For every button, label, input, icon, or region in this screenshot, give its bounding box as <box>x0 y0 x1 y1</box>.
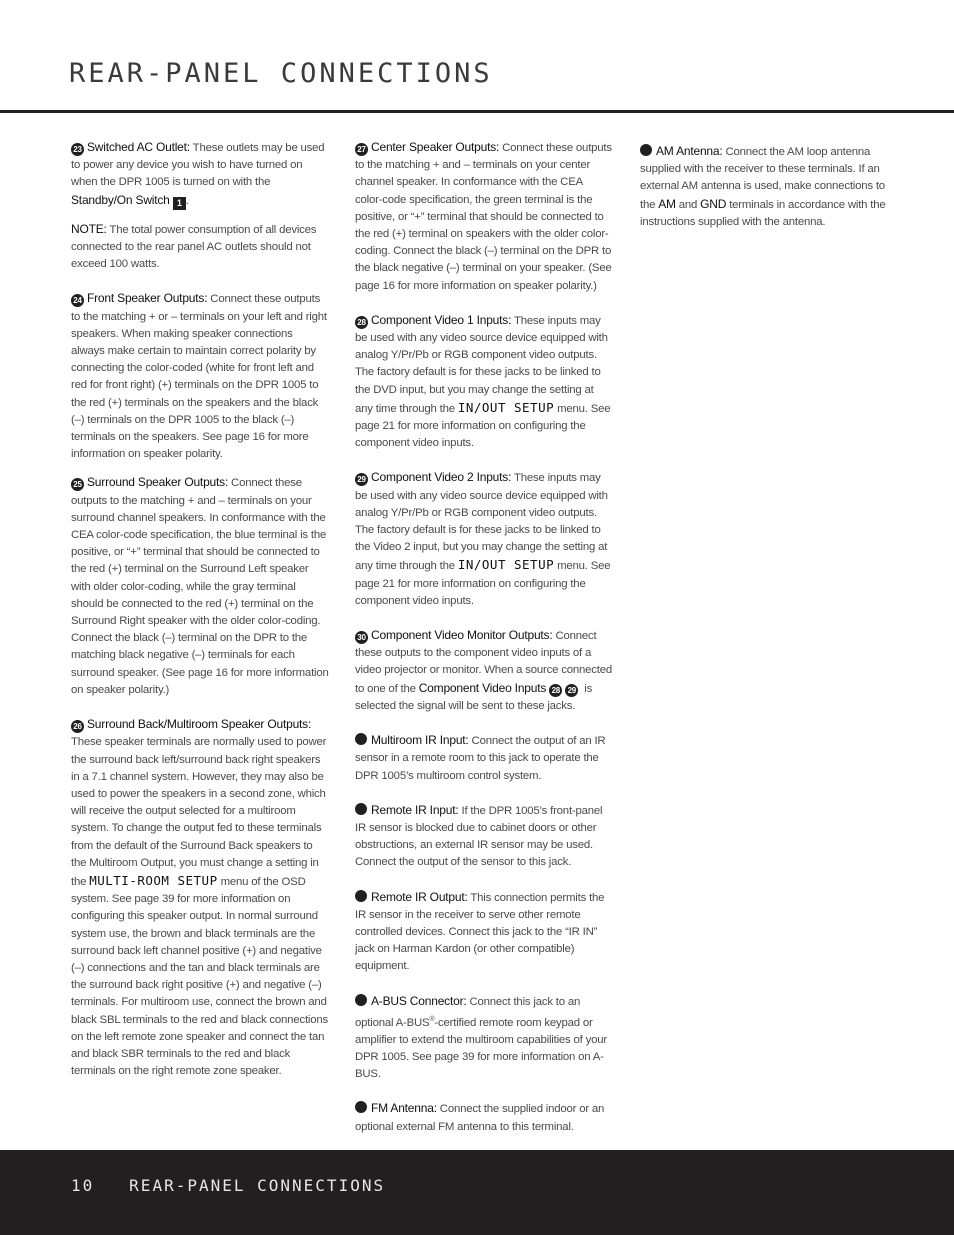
number-badge: 28 <box>355 316 368 329</box>
item-remote-ir-input <box>355 802 612 872</box>
item-heading: FM Antenna: <box>371 1101 437 1116</box>
number-badge: 30 <box>355 631 368 644</box>
number-badge: 29 <box>355 473 368 486</box>
footer-text <box>71 1176 385 1195</box>
osd-menu-name: MULTI-ROOM SETUP <box>89 872 218 888</box>
reference-number: 28 <box>549 684 562 697</box>
number-badge: 26 <box>71 720 84 733</box>
item-text: If the DPR 1005’s front-panel IR sensor is blocked due to cabinet doors or other obstructions, an external IR sensor may be used. Connect the output of the sensor to this jack. <box>355 804 603 869</box>
item-27 <box>355 139 612 295</box>
bullet-icon <box>640 144 652 156</box>
bullet-icon <box>355 733 367 745</box>
item-text: Connect this jack to an optional A-BUS <box>355 995 581 1029</box>
item-24 <box>71 290 329 463</box>
item-text: Connect these outputs to the matching + or – terminals on your left and right speakers. When making speaker connections always make certain to maintain correct polarity by connecting the color-coded (white for front left and red for front right) (+) terminals on the DPR 1005 to the red (+) terminals on the speakers and the black (–) terminals on the DPR 1005 to the black (–) terminals on the speakers. See page 16 for more information on speaker polarity. <box>71 293 327 461</box>
number-badge: 24 <box>71 294 84 307</box>
page-number: 10 <box>71 1176 95 1195</box>
item-heading: A-BUS Connector: <box>371 993 467 1008</box>
item-heading: Component Video Monitor Outputs: <box>371 628 553 643</box>
item-text: Connect these outputs to the matching + and – terminals on your center channel speaker. In conformance with the CEA color-code specification, the green terminal is the positive, or “+” terminal that should be connected to the red (+) terminal on speakers with the older color-coding. Connect the black (–) terminal on the DPR to the black negative (–) terminal on your speaker. (See page 16 for more information on speaker polarity.) <box>355 142 612 292</box>
item-text: Connect these outputs to the component video inputs of a video projector or monitor. When a source connected to one of the <box>355 630 612 695</box>
item-text: menu. See page 21 for more information on configuring the component video inputs. <box>355 402 611 450</box>
reference-number: 29 <box>565 684 578 697</box>
terminal-label-am: AM <box>658 196 676 211</box>
item-text: These speaker terminals are normally used to power the surround back left/surround back right speakers in a 7.1 channel system. However, they may also be used to power the speakers in a second zone, which will receive the output selected for a multiroom system. To change the output fed to these terminals from the default of the Surround Back speakers to the Multiroom Output, you must change a setting in the <box>71 736 327 888</box>
item-heading: AM Antenna: <box>656 144 723 158</box>
item-heading: Surround Speaker Outputs: <box>87 475 229 490</box>
bullet-icon <box>355 994 367 1006</box>
item-multiroom-ir-input <box>355 732 612 785</box>
item-text: Connect the AM loop antenna supplied with the receiver to these terminals. If an external AM antenna is used, make connections to the <box>640 146 885 211</box>
item-28 <box>355 312 612 453</box>
number-badge: 23 <box>71 143 84 156</box>
footer-bar <box>0 1150 954 1235</box>
number-badge: 25 <box>71 478 84 491</box>
column-2 <box>355 139 612 1147</box>
column-3 <box>640 139 890 242</box>
item-heading: Surround Back/Multiroom Speaker Outputs: <box>87 717 312 732</box>
item-text: is selected the signal will be sent to these jacks. <box>355 682 593 712</box>
note-heading: NOTE: <box>71 221 107 236</box>
bullet-icon <box>355 1101 367 1113</box>
item-30 <box>355 627 612 715</box>
item-remote-ir-output <box>355 889 612 976</box>
item-text: These outlets may be used to power any device you wish to have turned on when the DPR 1005 is turned on with the <box>71 142 325 189</box>
item-text: menu of the OSD system. See page 39 for more information on configuring this speaker output. In normal surround system use, the brown and black terminals are the surround back left channel positive (+) and negative (–) connections and the tan and black terminals are the surround back right positive (+) and negative (–) terminals. For multiroom use, connect the brown and black SBL terminals to the red and black connections on the left remote zone speaker and connect the tan and black SBR terminals to the red and black terminals on the right remote zone speaker. <box>71 875 329 1078</box>
item-heading: Remote IR Output: <box>371 889 468 904</box>
item-text: Connect the output of an IR sensor in a remote room to this jack to operate the DPR 1005’s multiroom control system. <box>355 735 606 782</box>
osd-menu-name: IN/OUT SETUP <box>457 557 555 573</box>
reference-number: 1 <box>173 197 186 210</box>
column-1 <box>71 139 329 1091</box>
item-text: These inputs may be used with any video source device equipped with analog Y/Pr/Pb or RGB component video outputs. The factory default is for these jacks to be linked to the DVD input, but you may change the setting at any time through the <box>355 314 608 415</box>
number-badge: 27 <box>355 143 368 156</box>
item-text: Connect these outputs to the matching + and – terminals on your surround channel speakers. In conformance with the CEA color-code specification, the blue terminal is the positive, or “+” terminal that should be connected to the red (+) terminal on the Surround Left speaker with older color-coding, while the gray terminal should be connected to the red (+) terminal on the Surround Right speaker with the older color-coding. Connect the black (–) terminal on the DPR to the matching black negative (–) terminals for each surround speaker. (See page 16 for more information on speaker polarity.) <box>71 477 329 696</box>
item-am-antenna <box>640 143 890 231</box>
item-heading: Switched AC Outlet: <box>87 140 190 154</box>
item-23 <box>71 139 329 210</box>
item-heading: Front Speaker Outputs: <box>87 291 208 306</box>
note <box>71 221 329 274</box>
item-text: and <box>675 198 701 211</box>
item-text: terminals in accordance with the instructions supplied with the antenna. <box>640 198 886 228</box>
item-heading: Multiroom IR Input: <box>371 733 469 748</box>
note-text: The total power consumption of all devices connected to the rear panel AC outlets should not exceed 100 watts. <box>71 223 317 271</box>
header-rule <box>0 110 954 113</box>
item-a-bus-connector <box>355 993 612 1084</box>
item-heading: Component Video 2 Inputs: <box>371 470 512 485</box>
item-text: Connect the supplied indoor or an optional external FM antenna to this terminal. <box>355 1103 605 1133</box>
item-text: . <box>185 194 189 207</box>
terminal-label-gnd: GND <box>700 196 727 211</box>
item-29 <box>355 469 612 610</box>
item-fm-antenna <box>355 1100 612 1135</box>
cross-reference: Component Video Inputs <box>418 680 550 695</box>
bullet-icon <box>355 803 367 815</box>
item-text: These inputs may be used with any video source device equipped with analog Y/Pr/Pb or RGB component video outputs. The factory default is for these jacks to be linked to the Video 2 input, but you may change the setting at any time through the <box>355 472 608 573</box>
cross-reference: Standby/On Switch <box>71 192 173 207</box>
registered-mark: ® <box>429 1015 435 1023</box>
osd-menu-name: IN/OUT SETUP <box>457 399 555 415</box>
item-text: This connection permits the IR sensor in the receiver to serve other remote controlled devices. Connect this jack to the “IR IN” jack on Harman Kardon (or other compatible) equipment. <box>355 891 605 973</box>
item-heading: Center Speaker Outputs: <box>371 140 500 154</box>
item-heading: Component Video 1 Inputs: <box>371 312 512 327</box>
item-text: menu. See page 21 for more information on configuring the component video inputs. <box>355 560 611 607</box>
page-title: REAR-PANEL CONNECTIONS <box>69 58 493 89</box>
bullet-icon <box>355 890 367 902</box>
item-26 <box>71 716 329 1080</box>
item-text: -certified remote room keypad or amplifier to extend the multiroom capabilities of your DPR 1005. See page 39 for more information on A-BUS. <box>355 1016 607 1081</box>
item-heading: Remote IR Input: <box>371 802 459 817</box>
footer-section-title: REAR-PANEL CONNECTIONS <box>129 1176 386 1195</box>
item-25 <box>71 474 329 699</box>
